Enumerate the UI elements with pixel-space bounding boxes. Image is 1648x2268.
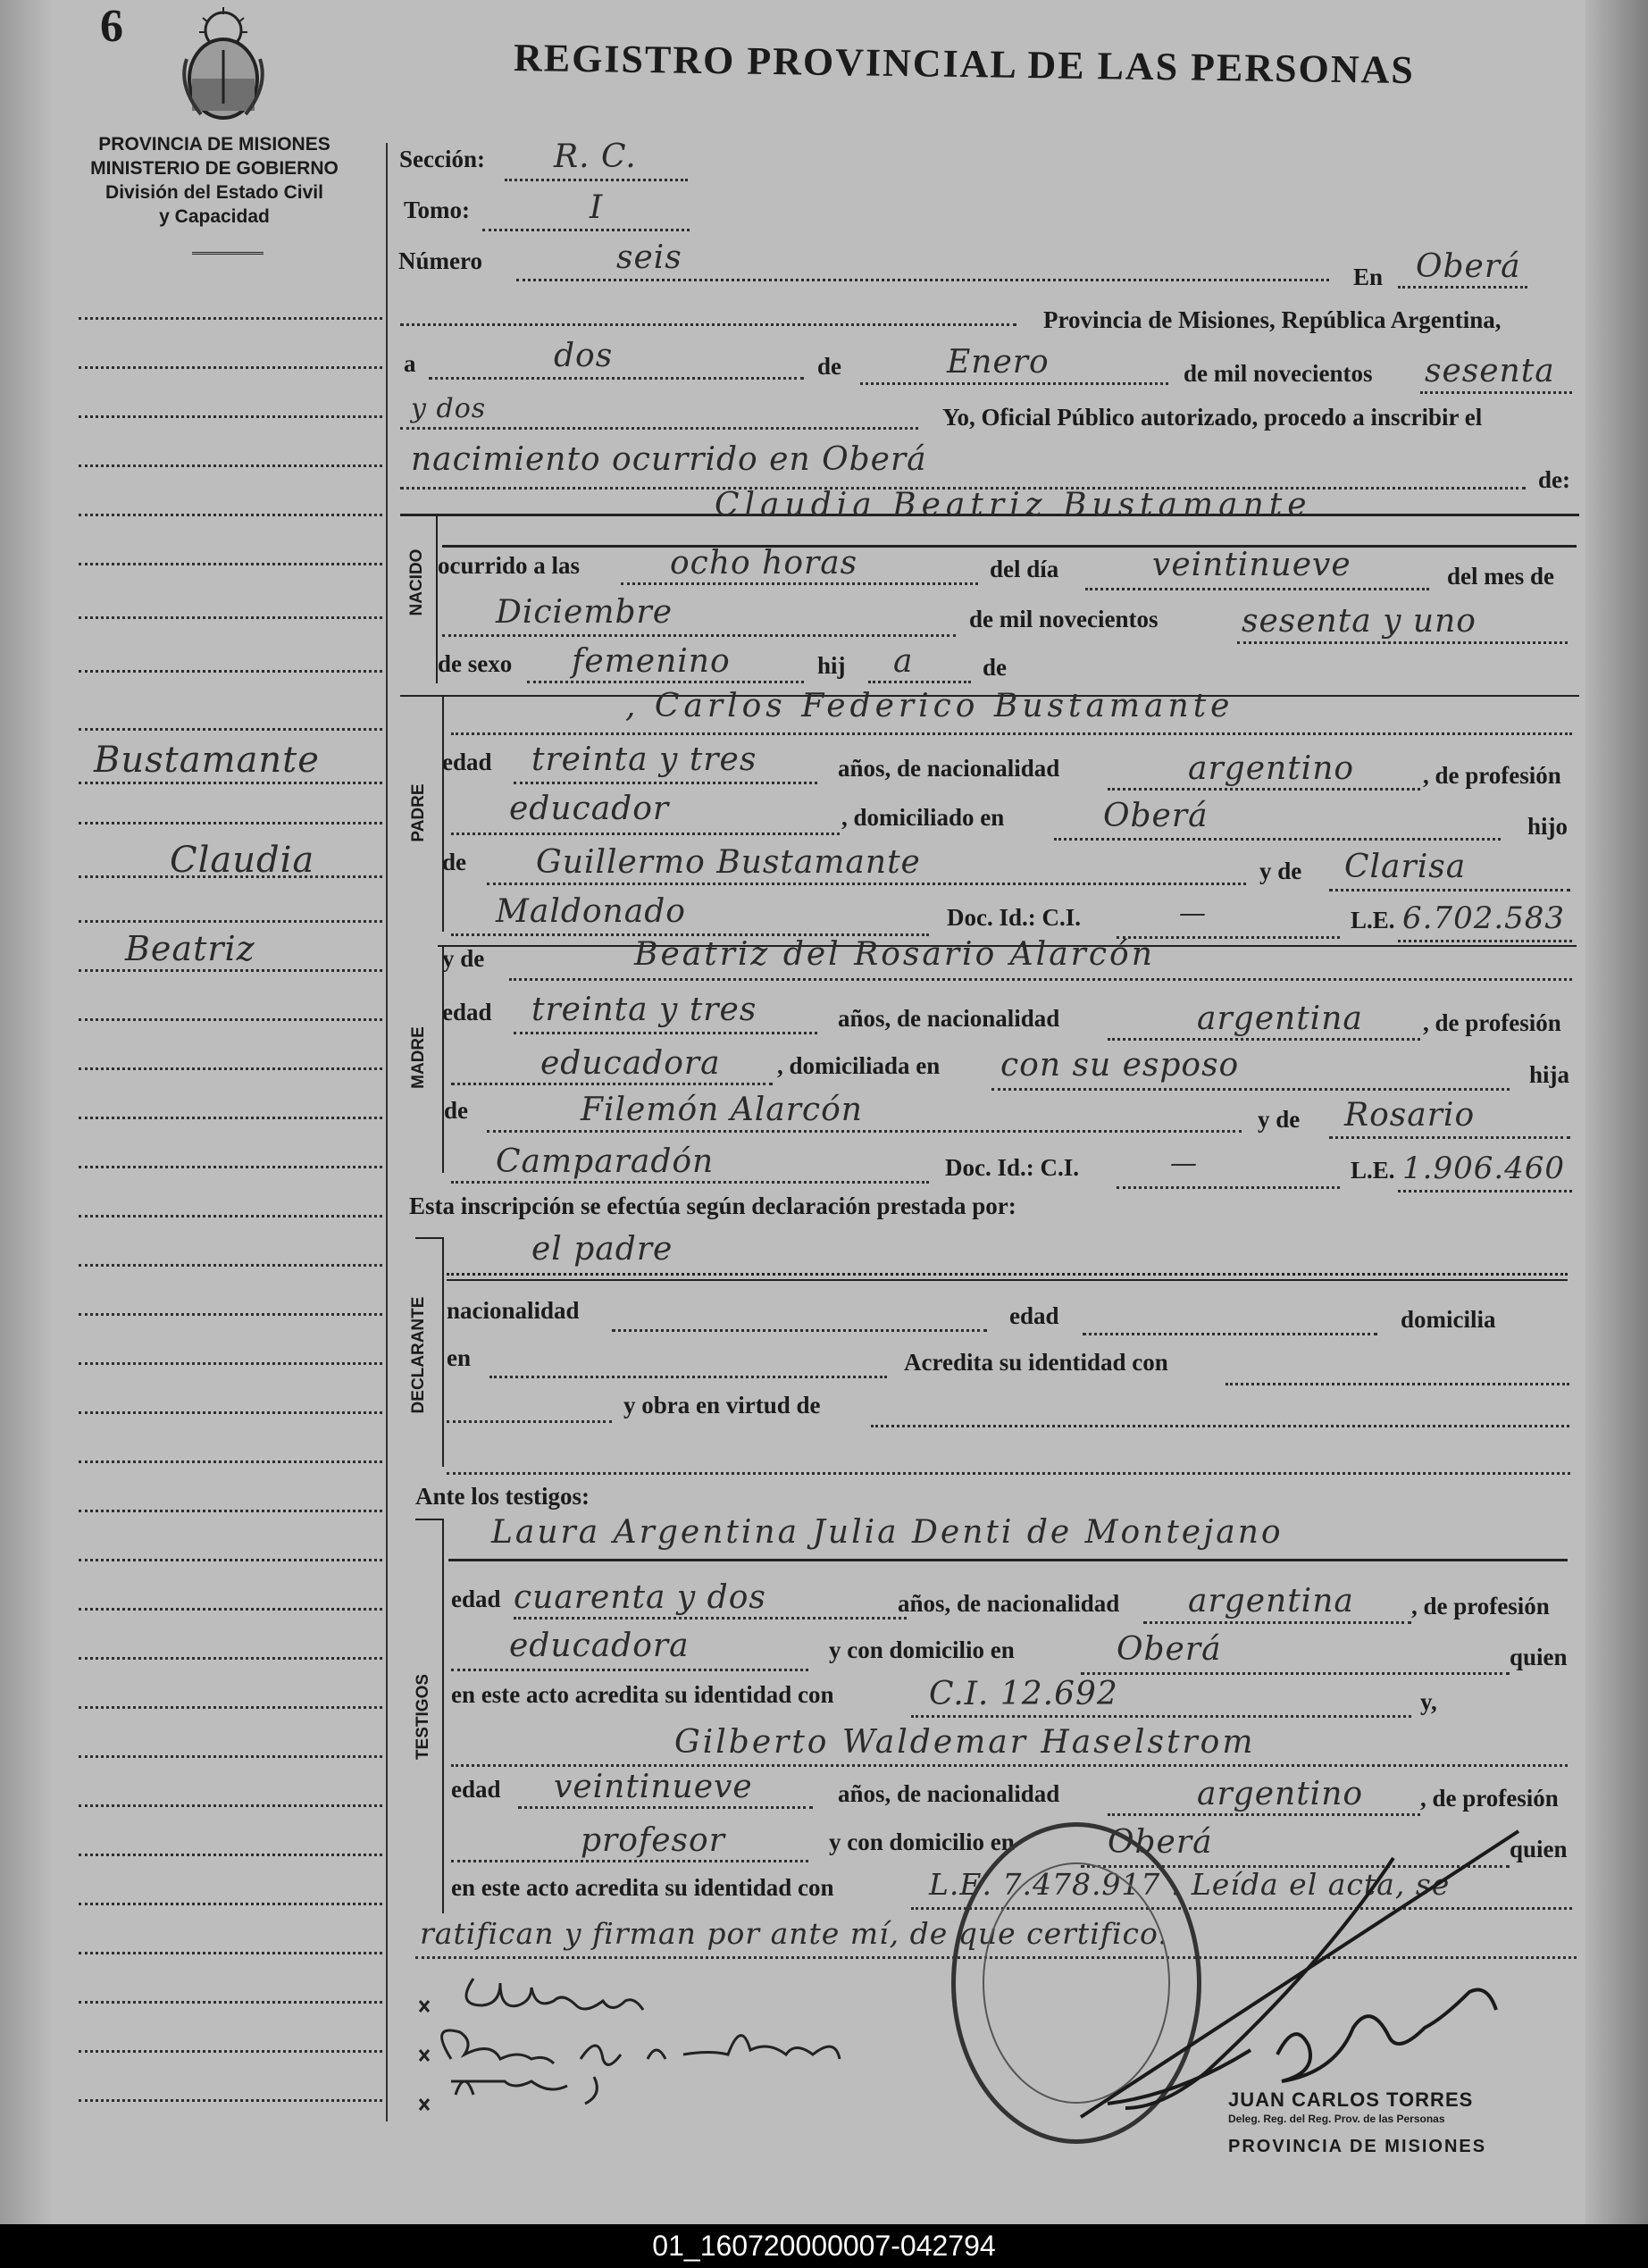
declarante-domicilia-label: domicilia (1401, 1306, 1496, 1333)
padre-madre-de-value: Clarisa (1344, 849, 1467, 885)
declarante-name-rule-2 (447, 1279, 1568, 1281)
t1-profesion-label: , de profesión (1411, 1593, 1550, 1619)
declarante-edad-label: edad (1009, 1302, 1059, 1329)
seccion-label: Sección: (399, 146, 485, 172)
nacido-de-label: de (983, 654, 1007, 681)
witness-signatures (411, 1961, 1036, 2126)
padre-hijo-label: hijo (1527, 813, 1569, 840)
padre-y-de-label: y de (1259, 858, 1302, 884)
declarante-nacionalidad-label: nacionalidad (447, 1297, 580, 1324)
declarante-acredita-label: Acredita su identidad con (904, 1349, 1168, 1376)
hij-label: hij (817, 652, 846, 679)
padre-de-label: de (442, 849, 466, 875)
padre-edad-value: treinta y tres (531, 741, 757, 778)
padre-doc-label: Doc. Id.: C.I. (947, 904, 1082, 931)
t1-acredita-label: en este acto acredita su identidad con (451, 1681, 834, 1708)
nacido-name: Claudia Beatriz Bustamante (715, 487, 1312, 523)
coat-of-arms-emblem (174, 5, 272, 121)
t1-y-label: y, (1420, 1688, 1437, 1715)
madre-y-de2-label: y de (1258, 1106, 1301, 1133)
testigo-2-name: Gilberto Waldemar Haselstrom (674, 1724, 1256, 1761)
page-number: 6 (100, 1, 123, 52)
anio-value: sesenta y uno (1242, 603, 1477, 640)
madre-hija-label: hija (1529, 1061, 1570, 1088)
hij-value: a (893, 643, 914, 680)
month-value: Enero (947, 344, 1050, 381)
en-label: En (1353, 264, 1384, 290)
dia-value: veintinueve (1152, 547, 1351, 583)
ocurrido-label: ocurrido a las (438, 552, 580, 579)
numero-value: seis (616, 239, 682, 276)
document-title: REGISTRO PROVINCIAL DE LAS PERSONAS (513, 35, 1416, 93)
madre-nacionalidad-value: argentina (1197, 1000, 1363, 1037)
t2-acredita-value: L.E. 7.478.917 . Leída el acta, se (929, 1867, 1451, 1902)
padre-section-label: PADRE (409, 783, 428, 842)
testigos-intro: Ante los testigos: (415, 1483, 590, 1510)
declarante-en-label: en (447, 1344, 471, 1371)
padre-nacionalidad-label: años, de nacionalidad (838, 755, 1060, 782)
declarante-obra-label: y obra en virtud de (623, 1392, 821, 1419)
official-title: Deleg. Reg. del Reg. Prov. de las Personas (1228, 2113, 1445, 2125)
madre-profesion-label: , de profesión (1423, 1009, 1561, 1036)
org-line-1: PROVINCIA DE MISIONES (98, 134, 330, 155)
madre-name: Beatriz del Rosario Alarcón (634, 936, 1155, 973)
madre-madre-de-value-2: Camparadón (496, 1143, 715, 1180)
padre-le-label: L.E. (1351, 907, 1395, 933)
testigos-section-label: TESTIGOS (414, 1673, 432, 1761)
madre-doc-label: Doc. Id.: C.I. (945, 1154, 1080, 1181)
closing-line: ratifican y firman por ante mí, de que certifico. (420, 1916, 1168, 1951)
column-divider (386, 143, 388, 2122)
sexo-value: femenino (572, 643, 731, 680)
padre-le-value: 6.702.583 (1402, 900, 1566, 936)
org-underline (192, 252, 264, 255)
nacido-section-label: NACIDO (407, 548, 426, 616)
madre-de-value: Filemón Alarcón (581, 1092, 863, 1128)
padre-domicilio-value: Oberá (1103, 798, 1209, 834)
declarante-intro: Esta inscripción se efectúa según declaración prestada por: (409, 1193, 1016, 1219)
nacido-name-rule (442, 545, 1577, 548)
anio-label: de mil novecientos (969, 606, 1159, 632)
padre-profesion-label: , de profesión (1423, 762, 1561, 789)
del-mes-label: del mes de (1447, 563, 1554, 590)
testigo-1-name-rule (448, 1559, 1568, 1561)
t1-domicilio-label: y con domicilio en (829, 1636, 1015, 1663)
mes-value: Diciembre (496, 594, 673, 631)
oficial-text: Yo, Oficial Público autorizado, procedo a inscribir el (942, 404, 1483, 431)
t1-quien-label: quien (1510, 1644, 1568, 1670)
a-label: a (404, 350, 416, 377)
en-value: Oberá (1416, 248, 1521, 285)
madre-le-label: L.E. (1351, 1157, 1395, 1184)
hora-value: ocho horas (670, 545, 858, 582)
day-value: dos (554, 338, 614, 374)
t1-profesion-value: educadora (509, 1628, 690, 1664)
madre-de-label: de (444, 1097, 468, 1124)
madre-section-label: MADRE (409, 1026, 428, 1089)
t1-domicilio-value: Oberá (1117, 1631, 1222, 1668)
madre-edad-value: treinta y tres (531, 992, 757, 1028)
de-label-1: de (817, 353, 841, 380)
padre-madre-de-value-2: Maldonado (496, 893, 686, 930)
sexo-label: de sexo (438, 650, 513, 677)
margin-surname: Bustamante (94, 740, 320, 781)
org-line-2: MINISTERIO DE GOBIERNO (90, 158, 339, 179)
madre-nacionalidad-label: años, de nacionalidad (838, 1005, 1060, 1032)
declarante-value: el padre (531, 1231, 673, 1268)
de-colon-label: de: (1538, 466, 1570, 493)
t1-edad-label: edad (451, 1586, 501, 1612)
madre-domicilio-value: con su esposo (1000, 1047, 1240, 1084)
madre-profesion-value: educadora (540, 1045, 721, 1082)
t2-profesion-value: profesor (581, 1822, 725, 1859)
event-value: nacimiento ocurrido en Oberá (411, 441, 927, 478)
padre-domicilio-label: , domiciliado en (841, 804, 1005, 831)
official-signature (1054, 1822, 1554, 2126)
padre-de-value: Guillermo Bustamante (536, 844, 921, 881)
t2-acredita-label: en este acto acredita su identidad con (451, 1874, 834, 1901)
year-value-2: y dos (411, 393, 487, 424)
madre-le-value: 1.906.460 (1402, 1151, 1566, 1186)
image-caption: 01_160720000007-042794 (0, 2224, 1648, 2268)
t2-profesion-label: , de profesión (1420, 1785, 1559, 1812)
madre-madre-de-value: Rosario (1344, 1097, 1476, 1134)
tomo-value: I (590, 189, 604, 226)
t1-nacionalidad-value: argentina (1188, 1583, 1354, 1619)
official-name: JUAN CARLOS TORRES (1228, 2088, 1474, 2111)
t2-nacionalidad-value: argentino (1197, 1776, 1364, 1812)
t1-nacionalidad-label: años, de nacionalidad (898, 1590, 1120, 1617)
t2-domicilio-label: y con domicilio en (829, 1829, 1015, 1855)
madre-doc-value: — (1170, 1148, 1198, 1179)
padre-name: , Carlos Federico Bustamante (625, 688, 1234, 724)
seccion-value: R. C. (554, 138, 637, 175)
margin-first-name: Claudia (170, 840, 315, 881)
declarante-section-label: DECLARANTE (409, 1296, 428, 1414)
padre-doc-value: — (1179, 898, 1207, 929)
org-line-3: División del Estado Civil (105, 182, 323, 203)
margin-middle-name: Beatriz (125, 929, 255, 968)
right-border (1585, 179, 1587, 2117)
t2-quien-label: quien (1510, 1836, 1568, 1862)
year-text: de mil novecientos (1184, 360, 1373, 387)
del-dia-label: del día (990, 556, 1059, 582)
tomo-label: Tomo: (404, 197, 471, 223)
t2-domicilio-value: Oberá (1108, 1824, 1213, 1861)
numero-label: Número (398, 247, 482, 274)
t1-edad-value: cuarenta y dos (514, 1579, 766, 1616)
testigo-1-name: Laura Argentina Julia Denti de Montejano (491, 1514, 1284, 1551)
t2-nacionalidad-label: años, de nacionalidad (838, 1780, 1060, 1807)
padre-profesion-value: educador (509, 791, 670, 827)
t1-acredita-value: C.I. 12.692 (929, 1676, 1118, 1712)
padre-nacionalidad-value: argentino (1188, 750, 1355, 787)
org-line-4: y Capacidad (159, 206, 270, 227)
madre-domicilio-label: , domiciliada en (777, 1052, 941, 1079)
madre-edad-label: edad (442, 999, 492, 1025)
t2-edad-label: edad (451, 1776, 501, 1803)
provincia-text: Provincia de Misiones, República Argentina, (1043, 306, 1502, 333)
org-block (54, 132, 375, 229)
t2-edad-value: veintinueve (554, 1769, 753, 1805)
padre-edad-label: edad (442, 749, 492, 775)
official-province: PROVINCIA DE MISIONES (1228, 2137, 1487, 2156)
year-value-1: sesenta (1425, 353, 1555, 389)
madre-y-de-label: y de (442, 945, 485, 972)
declarante-name-rule (447, 1273, 1568, 1276)
